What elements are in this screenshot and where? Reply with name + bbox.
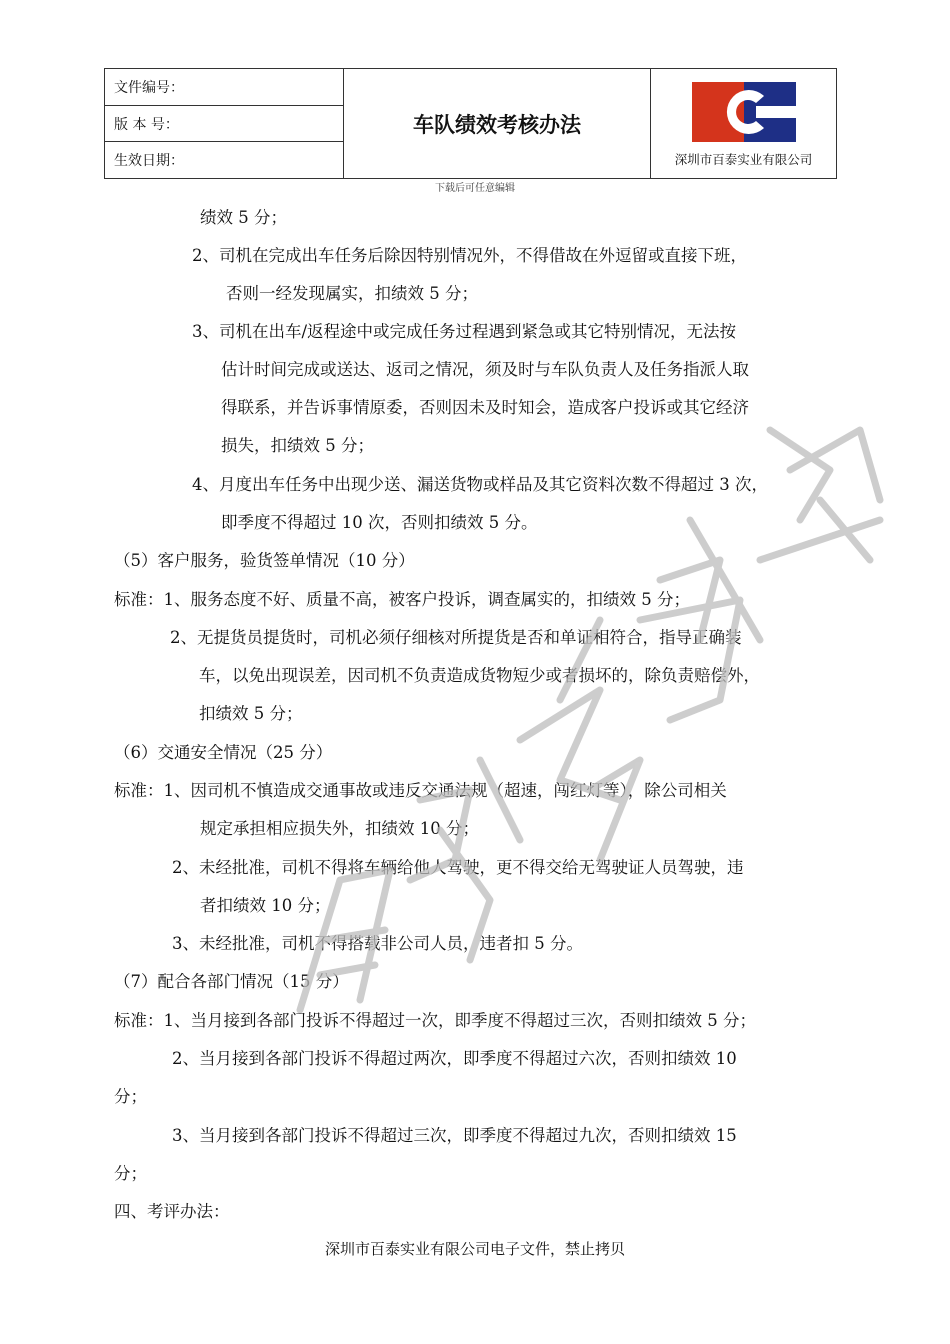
body-line: 3、未经批准，司机不得搭载非公司人员，违者扣 5 分。 (172, 934, 583, 953)
body-line: 损失，扣绩效 5 分； (221, 436, 374, 455)
section-heading: （5）客户服务，验货签单情况（10 分） (114, 551, 415, 570)
company-logo-area (651, 69, 836, 178)
meta-column (105, 69, 344, 178)
download-note: 下载后可任意编辑 (435, 183, 515, 194)
body-line: 扣绩效 5 分； (199, 704, 303, 723)
body-line: 2、未经批准，司机不得将车辆给他人驾驶，更不得交给无驾驶证人员驾驶，违 (172, 858, 744, 877)
body-line: 否则一经发现属实，扣绩效 5 分； (226, 284, 478, 303)
body-line: 2、当月接到各部门投诉不得超过两次，即季度不得超过六次，否则扣绩效 10 (172, 1049, 737, 1068)
body-line: 3、司机在出车/返程途中或完成任务过程遇到紧急或其它特别情况，无法按 (192, 322, 737, 341)
body-line: 绩效 5 分； (200, 208, 287, 227)
body-line: 分； (114, 1087, 147, 1106)
body-line: 分； (114, 1164, 147, 1183)
footer-notice: 深圳市百泰实业有限公司电子文件，禁止拷贝 (324, 1240, 625, 1258)
body-line: 即季度不得超过 10 次，否则扣绩效 5 分。 (221, 513, 538, 532)
file-number-label: 文件编号： (105, 69, 343, 106)
body-line: 标准：1、服务态度不好、质量不高，被客户投诉，调查属实的，扣绩效 5 分； (114, 590, 690, 609)
body-line: 估计时间完成或送达、返司之情况，须及时与车队负责人及任务指派人取 (221, 360, 749, 379)
body-line: 车，以免出现误差，因司机不负责造成货物短少或者损坏的，除负责赔偿外， (199, 666, 760, 685)
section-heading: 四、考评办法： (114, 1202, 230, 1221)
body-line: 者扣绩效 10 分； (200, 896, 331, 915)
body-line: 规定承担相应损失外，扣绩效 10 分； (200, 819, 479, 838)
body-line: 标准：1、当月接到各部门投诉不得超过一次，即季度不得超过三次，否则扣绩效 5 分； (114, 1011, 756, 1030)
section-heading: （7）配合各部门情况（15 分） (114, 972, 349, 991)
document-header-table (104, 68, 837, 179)
effective-date-label: 生效日期： (114, 153, 184, 170)
company-logo-icon (692, 82, 796, 142)
body-line: 标准：1、因司机不慎造成交通事故或违反交通法规（超速，闯红灯等），除公司相关 (114, 781, 727, 800)
document-title: 车队绩效考核办法 (344, 69, 651, 178)
section-heading: （6）交通安全情况（25 分） (114, 743, 333, 762)
body-line: 2、无提货员提货时，司机必须仔细核对所提货是否和单证相符合，指导正确装 (170, 628, 742, 647)
body-line: 3、当月接到各部门投诉不得超过三次，即季度不得超过九次，否则扣绩效 15 (172, 1126, 737, 1145)
body-line: 2、司机在完成出车任务后除因特别情况外，不得借故在外逗留或直接下班， (192, 246, 747, 265)
body-line: 得联系，并告诉事情原委，否则因未及时知会，造成客户投诉或其它经济 (221, 398, 749, 417)
company-name: 深圳市百泰实业有限公司 (674, 152, 813, 167)
body-line: 4、月度出车任务中出现少送、漏送货物或样品及其它资料次数不得超过 3 次， (192, 475, 768, 494)
version-label: 版 本 号： (105, 106, 343, 143)
